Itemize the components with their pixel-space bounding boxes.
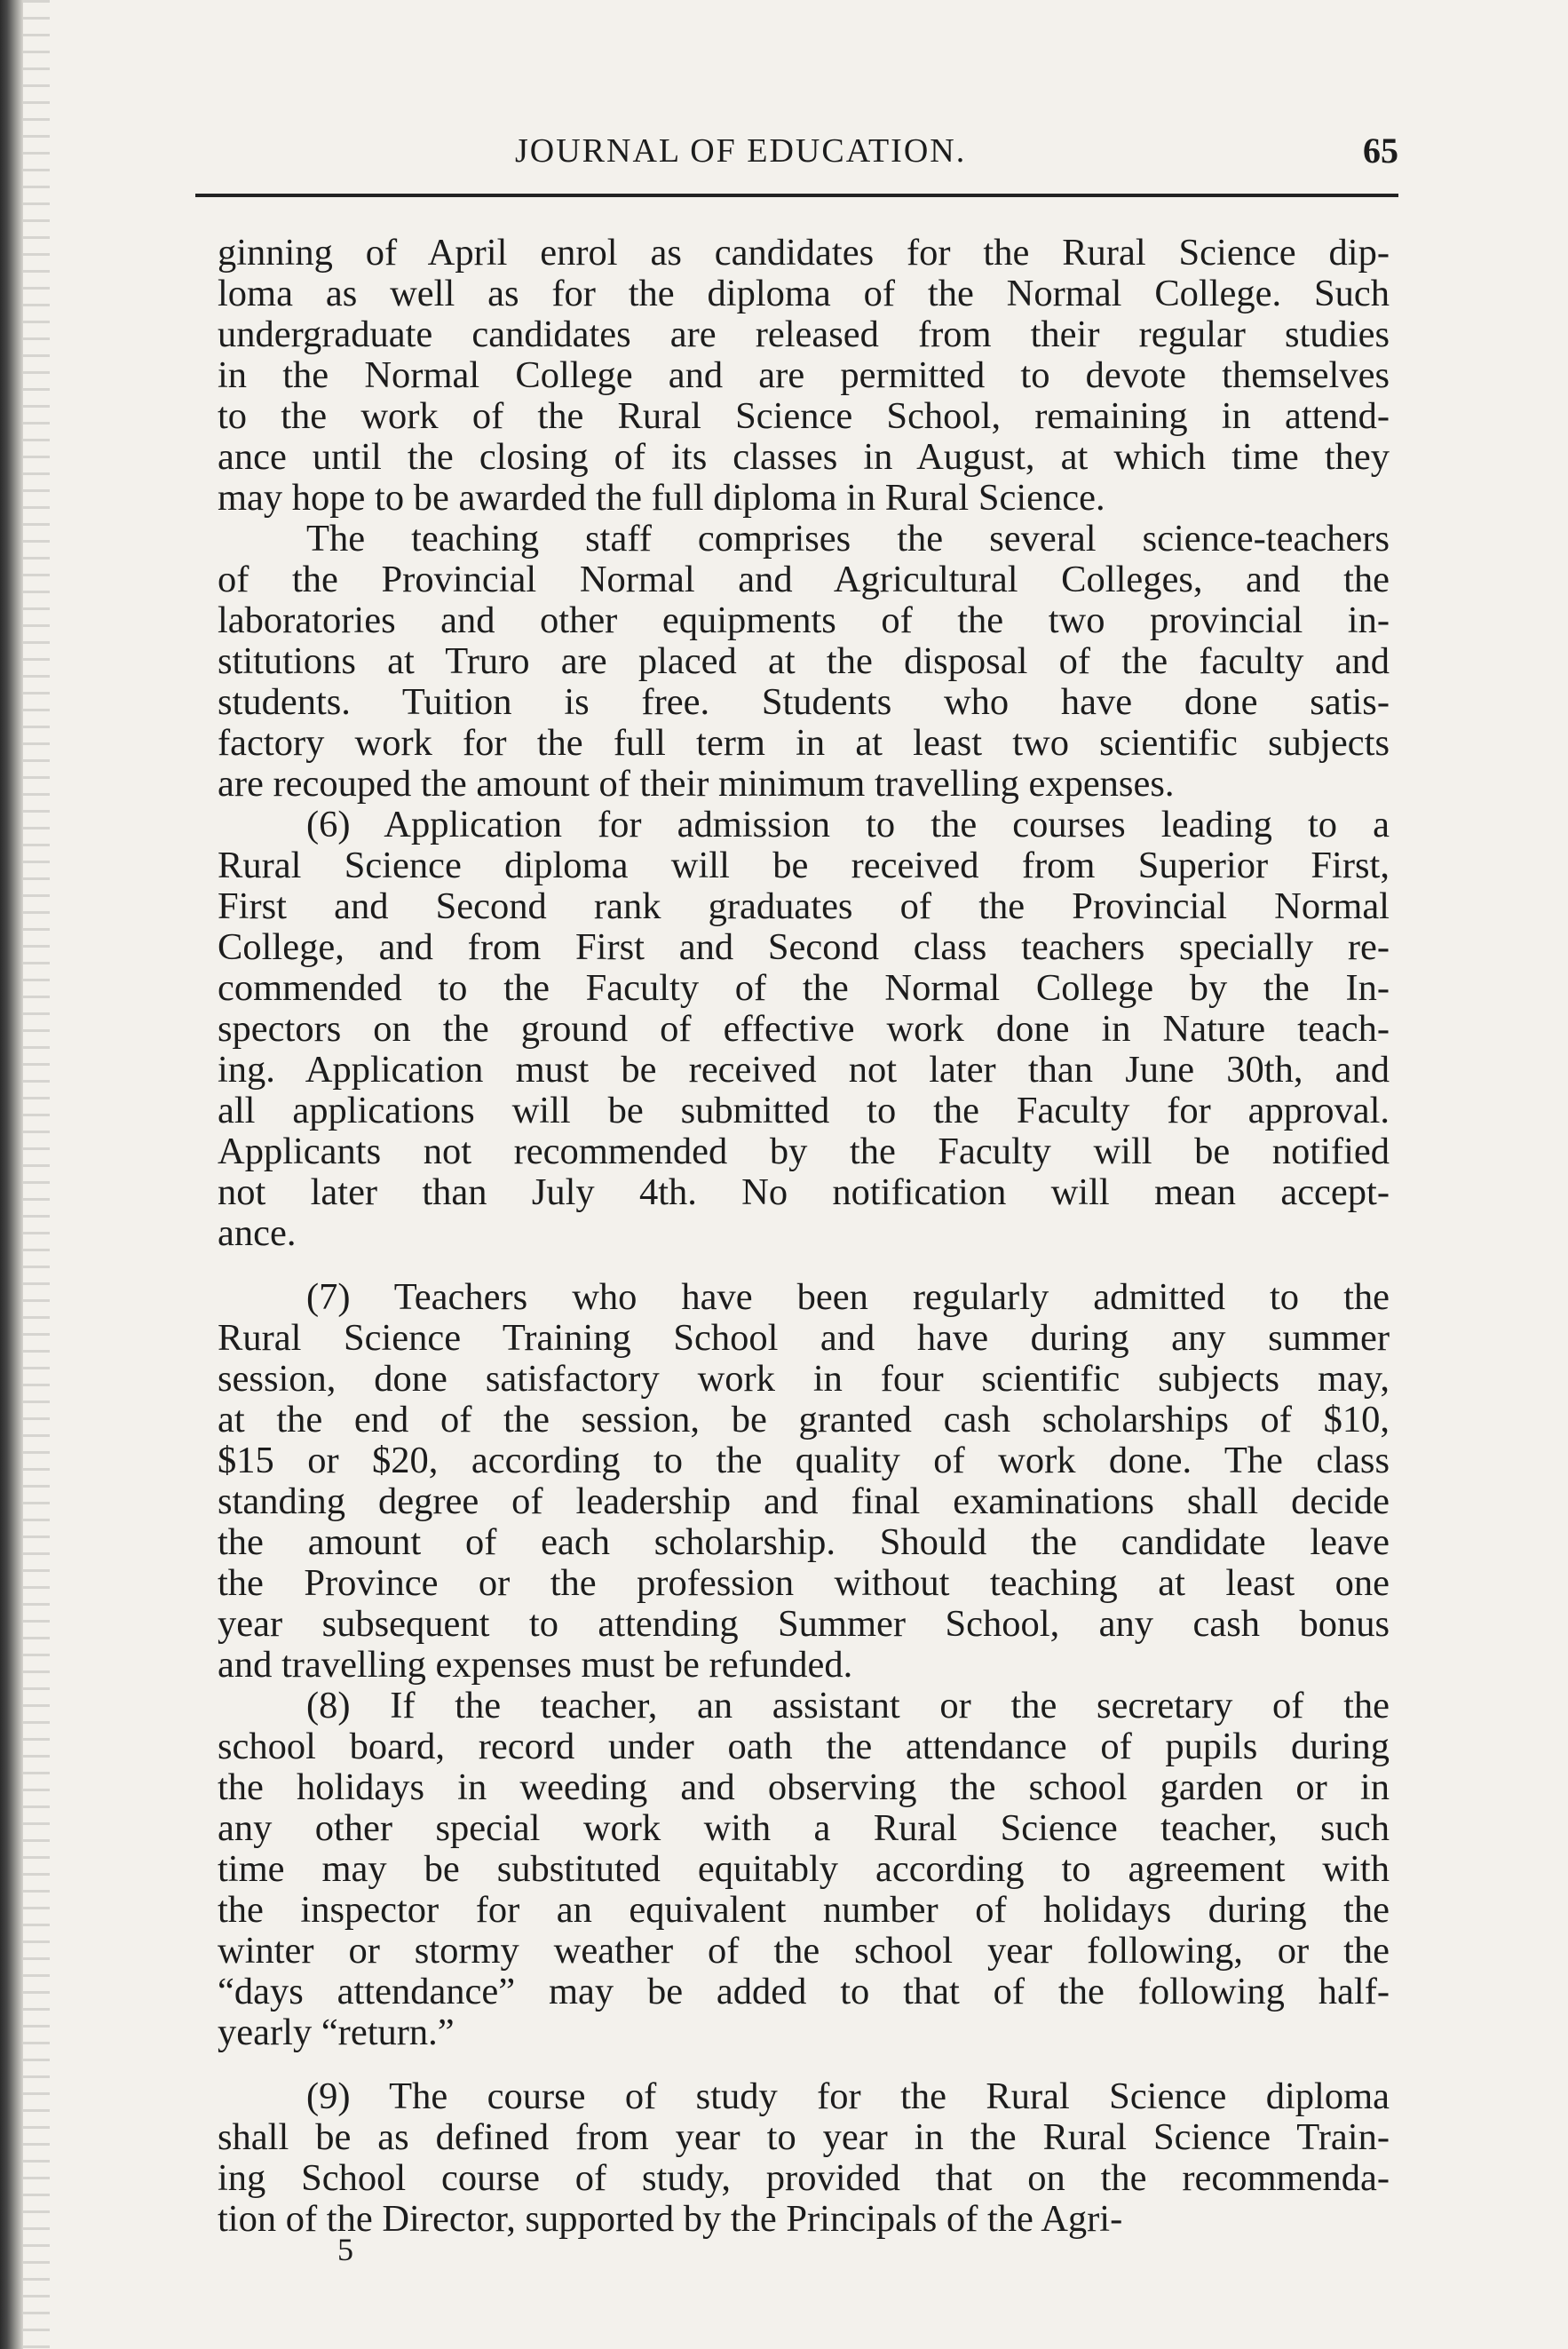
text-line: the Province or the profession without teaching at least one — [218, 1562, 1390, 1604]
text-line: are recouped the amount of their minimum travelling expenses. — [218, 763, 1175, 805]
text-line: (8) If the teacher, an assistant or the secretary of the — [306, 1685, 1390, 1726]
page-binding-edge — [0, 0, 23, 2349]
text-line: year subsequent to attending Summer School, any cash bonus — [218, 1603, 1390, 1645]
text-line: ginning of April enrol as candidates for the Rural Science dip- — [218, 232, 1390, 274]
text-line: and travelling expenses must be refunded. — [218, 1644, 853, 1686]
paragraph — [218, 2076, 1390, 2240]
text-line: (9) The course of study for the Rural Science diploma — [306, 2075, 1390, 2117]
text-line: Applicants not recommended by the Faculty will be notified — [218, 1131, 1390, 1172]
text-line: (7) Teachers who have been regularly admitted to the — [306, 1276, 1390, 1318]
header-rule — [195, 194, 1398, 197]
text-line: ance. — [218, 1212, 297, 1254]
text-line: commended to the Faculty of the Normal College by the In- — [218, 967, 1390, 1009]
text-line: session, done satisfactory work in four scientific subjects may, — [218, 1358, 1390, 1400]
running-title: JOURNAL OF EDUCATION. — [515, 132, 967, 170]
body-text — [218, 233, 1390, 2240]
text-line: school board, record under oath the attendance of pupils during — [218, 1726, 1390, 1767]
text-line: at the end of the session, be granted cash scholarships of $10, — [218, 1399, 1390, 1440]
paragraph-gap — [218, 2053, 1390, 2076]
signature-mark: 5 — [337, 2232, 353, 2267]
text-line: laboratories and other equipments of the two provincial in- — [218, 599, 1390, 641]
page-header — [204, 124, 1398, 186]
paragraph-gap — [218, 1254, 1390, 1277]
text-line: yearly “return.” — [218, 2012, 455, 2053]
text-line: may hope to be awarded the full diploma in Rural Science. — [218, 477, 1105, 519]
text-line: “days attendance” may be added to that of the following half- — [218, 1971, 1390, 2012]
text-line: the inspector for an equivalent number of holidays during the — [218, 1889, 1390, 1931]
text-line: ing. Application must be received not later than June 30th, and — [218, 1049, 1390, 1091]
paragraph — [218, 1277, 1390, 1686]
page-number: 65 — [1363, 131, 1398, 171]
page-binding-shadow — [23, 0, 50, 2349]
text-line: of the Provincial Normal and Agricultural Colleges, and the — [218, 559, 1390, 600]
paragraph — [218, 1686, 1390, 2053]
text-line: loma as well as for the diploma of the Normal College. Such — [218, 273, 1390, 314]
text-line: First and Second rank graduates of the Provincial Normal — [218, 885, 1390, 927]
text-line: the holidays in weeding and observing the school garden or in — [218, 1766, 1390, 1808]
text-line: Rural Science diploma will be received from Superior First, — [218, 845, 1390, 886]
text-line: ing School course of study, provided that on the recommenda- — [218, 2157, 1390, 2199]
text-line: ance until the closing of its classes in August, at which time they — [218, 436, 1390, 478]
text-line: College, and from First and Second class teachers specially re- — [218, 926, 1390, 968]
paragraph — [218, 519, 1390, 805]
text-line: undergraduate candidates are released from their regular studies — [218, 313, 1390, 355]
text-line: $15 or $20, according to the quality of work done. The class — [218, 1440, 1390, 1481]
text-line: the amount of each scholarship. Should the candidate leave — [218, 1521, 1390, 1563]
text-line: Rural Science Training School and have during any summer — [218, 1317, 1390, 1359]
text-line: winter or stormy weather of the school year following, or the — [218, 1930, 1390, 1972]
text-line: students. Tuition is free. Students who have done satis- — [218, 681, 1390, 723]
text-line: factory work for the full term in at least two scientific subjects — [218, 722, 1390, 764]
text-line: any other special work with a Rural Science teacher, such — [218, 1807, 1390, 1849]
text-line: standing degree of leadership and final examinations shall decide — [218, 1480, 1390, 1522]
text-line: tion of the Director, supported by the Principals of the Agri- — [218, 2198, 1123, 2240]
text-line: spectors on the ground of effective work done in Nature teach- — [218, 1008, 1390, 1050]
paragraph — [218, 233, 1390, 519]
paragraph — [218, 805, 1390, 1254]
text-line: stitutions at Truro are placed at the disposal of the faculty and — [218, 640, 1390, 682]
text-line: all applications will be submitted to the Faculty for approval. — [218, 1090, 1390, 1131]
text-line: (6) Application for admission to the courses leading to a — [306, 804, 1390, 845]
text-line: to the work of the Rural Science School, remaining in attend- — [218, 395, 1390, 437]
text-line: shall be as defined from year to year in the Rural Science Train- — [218, 2116, 1390, 2158]
text-line: in the Normal College and are permitted to devote themselves — [218, 354, 1390, 396]
text-line: not later than July 4th. No notification will mean accept- — [218, 1171, 1390, 1213]
text-line: time may be substituted equitably according to agreement with — [218, 1848, 1390, 1890]
text-line: The teaching staff comprises the several science-teachers — [306, 518, 1390, 559]
